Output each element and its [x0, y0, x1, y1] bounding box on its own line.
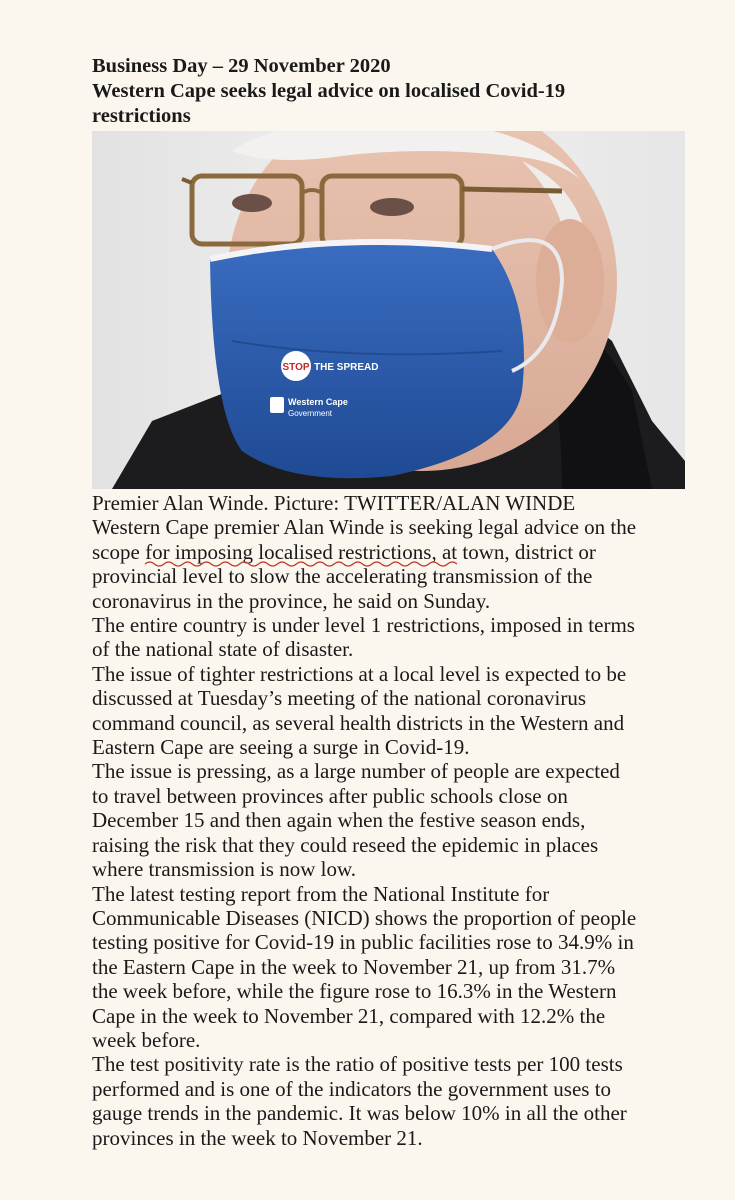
body-line: of the national state of disaster. — [92, 637, 354, 662]
body-line: Communicable Diseases (NICD) shows the proportion of people — [92, 905, 637, 930]
body-text: town, district or — [457, 539, 596, 564]
article-header — [92, 54, 692, 129]
body-line: The latest testing report from the National Institute for — [92, 881, 550, 906]
body-line: week before. — [92, 1027, 201, 1052]
body-text: scope — [92, 539, 146, 564]
body-line: Cape in the week to November 21, compared with 12.2% the — [92, 1003, 606, 1028]
body-line: provinces in the week to November 21. — [92, 1125, 423, 1150]
article-photo — [92, 131, 685, 489]
body-line-marked — [92, 540, 702, 564]
mask-wcg-text-2: Government — [288, 409, 333, 418]
body-line: where transmission is now low. — [92, 857, 357, 882]
body-line: command council, as several health districts in the Western and — [92, 710, 625, 735]
body-line: The issue is pressing, as a large number of people are expected — [92, 759, 620, 784]
body-line: discussed at Tuesday’s meeting of the national coronavirus — [92, 686, 587, 711]
body-line: the week before, while the figure rose to 16.3% in the Western — [92, 979, 617, 1004]
spellcheck-underline — [145, 540, 457, 564]
body-line: provincial level to slow the accelerating transmission of the — [92, 564, 593, 589]
photo-caption: Premier Alan Winde. Picture: TWITTER/ALAN WINDE — [92, 491, 576, 515]
body-line: Eastern Cape are seeing a surge in Covid-19. — [92, 735, 470, 760]
crest-icon — [270, 397, 284, 413]
body-line: The test positivity rate is the ratio of positive tests per 100 tests — [92, 1052, 623, 1077]
body-line: December 15 and then again when the festive season ends, — [92, 808, 586, 833]
body-line: coronavirus in the province, he said on Sunday. — [92, 588, 491, 613]
mask-stop-text: STOP — [282, 362, 310, 373]
source-date-line: Business Day – 29 November 2020 — [92, 55, 391, 77]
headline-line-1: Western Cape seeks legal advice on localised Covid-19 — [92, 80, 566, 102]
body-line: gauge trends in the pandemic. It was below 10% in all the other — [92, 1101, 627, 1126]
body-line: raising the risk that they could reseed the epidemic in places — [92, 832, 599, 857]
body-line: testing positive for Covid-19 in public facilities rose to 34.9% in — [92, 930, 634, 955]
mask-spread-text: THE SPREAD — [314, 362, 379, 373]
body-line: the Eastern Cape in the week to November 21, up from 31.7% — [92, 954, 616, 979]
body-line: to travel between provinces after public schools close on — [92, 783, 568, 808]
mask-wcg-text-1: Western Cape — [288, 397, 348, 407]
headline-line-2: restrictions — [92, 105, 191, 127]
article-body — [92, 491, 702, 1150]
body-line: performed and is one of the indicators the government uses to — [92, 1076, 612, 1101]
body-line: The entire country is under level 1 restrictions, imposed in terms — [92, 613, 635, 638]
body-line: Western Cape premier Alan Winde is seeking legal advice on the — [92, 515, 637, 540]
marked-text: for imposing localised restrictions, at — [145, 539, 458, 564]
body-line: The issue of tighter restrictions at a local level is expected to be — [92, 661, 627, 686]
